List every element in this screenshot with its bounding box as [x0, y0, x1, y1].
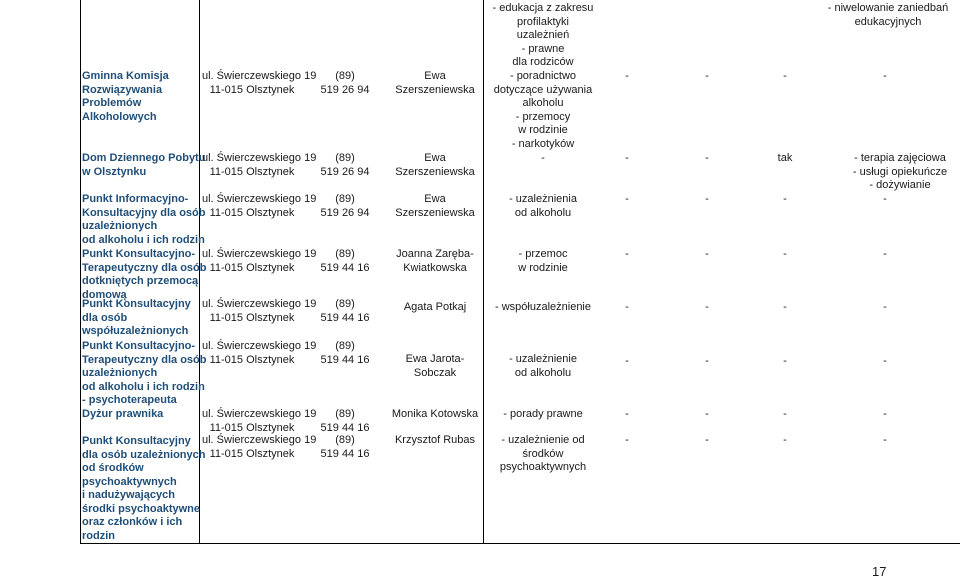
cell-c8: -	[705, 248, 709, 260]
services: - poradnictwo dotyczące używania alkoholu - przemocy w rodzinie - narkotyków	[493, 70, 593, 150]
contact-person: Krzysztof Rubas	[394, 434, 476, 446]
cell-c7: -	[625, 434, 629, 446]
cell-c9: -	[783, 248, 787, 260]
cell-c8: -	[705, 355, 709, 367]
contact-person: Agata Potkaj	[403, 301, 467, 313]
org-name: Gminna Komisja Rozwiązywania Problemów Alkoholowych	[82, 70, 169, 123]
address: ul. Świerczewskiego 19 11-015 Olsztynek	[202, 434, 317, 460]
phone: (89) 519 44 16	[320, 340, 370, 366]
cell-c8: -	[705, 301, 709, 313]
org-name: Dyżur prawnika	[82, 408, 164, 420]
cell-c11: - terapia zajęciowa - usługi opiekuńcze - dożywianie	[852, 152, 948, 191]
contact-person: Ewa Szerszeniewska	[395, 70, 475, 96]
cell-c10: -	[883, 193, 887, 205]
cell-c7: -	[625, 70, 629, 82]
cell-c7: -	[625, 248, 629, 260]
org-name: Punkt Informacyjno- Konsultacyjny dla osób uzależnionych od alkoholu i ich rodzin	[82, 193, 206, 246]
cell-c9: -	[783, 434, 787, 446]
cell-c9: -	[783, 301, 787, 313]
cell-c7: -	[625, 408, 629, 420]
cell-c10: -	[883, 434, 887, 446]
contact-person: Ewa Jarota- Sobczak	[405, 353, 465, 379]
cell-c10: -	[883, 355, 887, 367]
services: - przemoc w rodzinie	[518, 248, 568, 274]
phone: (89) 519 44 16	[320, 248, 370, 274]
cell-c8: -	[705, 70, 709, 82]
phone: (89) 519 44 16	[320, 298, 370, 324]
contact-person: Monika Kotowska	[391, 408, 479, 420]
phone: (89) 519 26 94	[320, 193, 370, 219]
cell-c10: -	[883, 248, 887, 260]
services: - współuzależnienie	[495, 301, 591, 313]
page-number: 17	[872, 564, 887, 579]
cell-c8: -	[705, 193, 709, 205]
services: - uzależnienia od alkoholu	[509, 193, 577, 219]
address: ul. Świerczewskiego 19 11-015 Olsztynek	[202, 193, 317, 219]
org-name: Punkt Konsultacyjny dla osób współuzależnionych	[82, 298, 191, 337]
cell-c8: -	[705, 434, 709, 446]
cell-c7: -	[625, 193, 629, 205]
phone: (89) 519 44 16	[320, 434, 370, 460]
org-name: Punkt Konsultacyjny dla osób uzależnionych od środków psychoaktywnych i nadużywających środki psychoaktywne oraz członków i ich rodzin	[82, 435, 206, 542]
address: ul. Świerczewskiego 19 11-015 Olsztynek	[202, 408, 317, 434]
address: ul. Świerczewskiego 19 11-015 Olsztynek	[202, 70, 317, 96]
org-name: Punkt Konsultacyjno- Terapeutyczny dla osób dotkniętych przemocą domową	[82, 248, 207, 301]
address: ul. Świerczewskiego 19 11-015 Olsztynek	[202, 340, 317, 366]
top-col6-header: - edukacja z zakresu profilaktyki uzależnień - prawne dla rodziców	[492, 2, 594, 68]
contact-person: Ewa Szerszeniewska	[395, 152, 475, 178]
cell-c9: -	[783, 193, 787, 205]
cell-c9: -	[783, 70, 787, 82]
services: - porady prawne	[503, 408, 583, 420]
address: ul. Świerczewskiego 19 11-015 Olsztynek	[202, 298, 317, 324]
phone: (89) 519 26 94	[320, 70, 370, 96]
cell-c7: -	[625, 301, 629, 313]
services: - uzależnienie od alkoholu	[509, 353, 577, 379]
services: - uzależnienie od środków psychoaktywnych	[499, 434, 587, 473]
services: -	[541, 152, 545, 164]
cell-c10: -	[883, 70, 887, 82]
phone: (89) 519 26 94	[320, 152, 370, 178]
address: ul. Świerczewskiego 19 11-015 Olsztynek	[202, 152, 317, 178]
cell-c9: -	[783, 355, 787, 367]
cell-c8: -	[705, 408, 709, 420]
cell-c7: -	[625, 355, 629, 367]
org-name: Dom Dziennego Pobytu w Olsztynku	[82, 152, 206, 178]
org-name: Punkt Konsultacyjno- Terapeutyczny dla osób uzależnionych od alkoholu i ich rodzin - psychoterapeuta	[82, 340, 207, 406]
cell-c9: -	[783, 408, 787, 420]
cell-c10: -	[883, 408, 887, 420]
cell-c8: -	[705, 152, 709, 164]
contact-person: Joanna Zaręba- Kwiatkowska	[396, 248, 474, 274]
top-col11-header: - niwelowanie zaniedbań edukacyjnych	[827, 2, 949, 28]
address: ul. Świerczewskiego 19 11-015 Olsztynek	[202, 248, 317, 274]
contact-person: Ewa Szerszeniewska	[395, 193, 475, 219]
cell-c10: -	[883, 301, 887, 313]
cell-c7: -	[625, 152, 629, 164]
phone: (89) 519 44 16	[320, 408, 370, 434]
cell-c9: tak	[777, 152, 793, 164]
